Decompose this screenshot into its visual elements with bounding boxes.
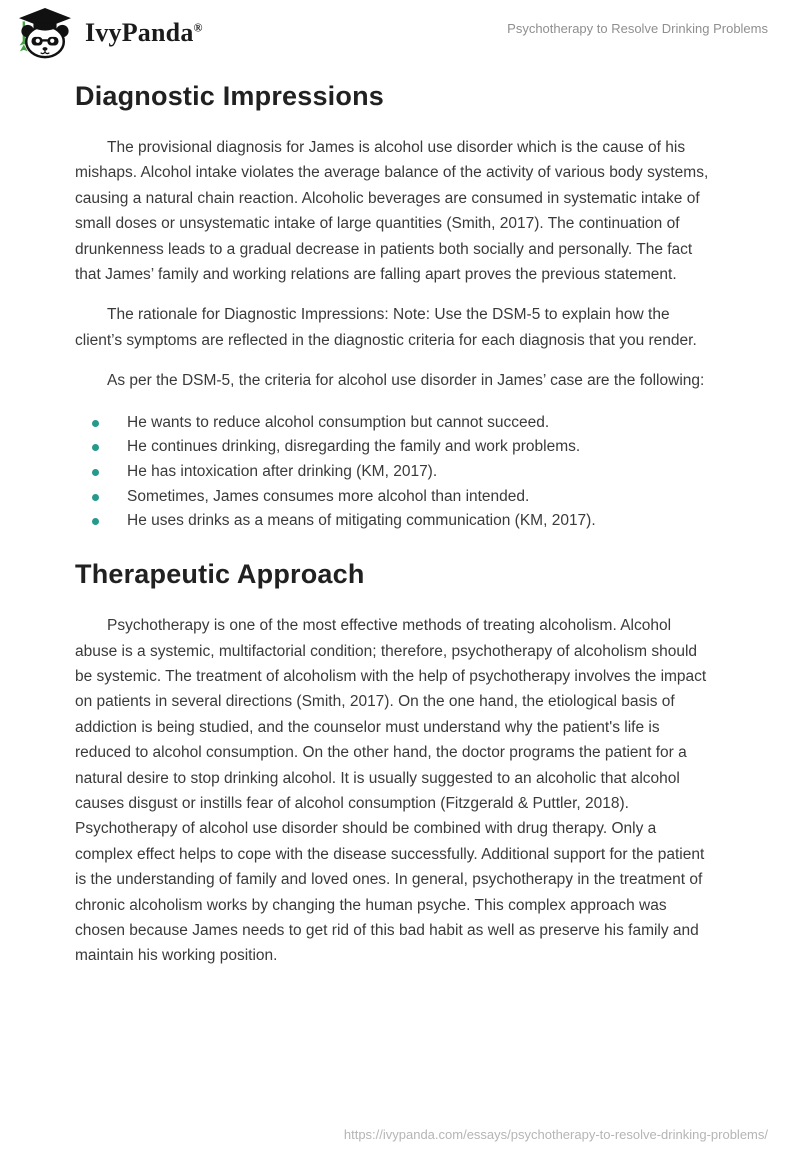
registered-trademark: ®: [193, 20, 203, 35]
list-item-text: Sometimes, James consumes more alcohol than intended.: [127, 487, 530, 505]
bullet-dot-icon: [92, 518, 99, 525]
criteria-list: [75, 411, 710, 535]
glasses-bridge: [42, 39, 48, 41]
heading-diagnostic-impressions: Diagnostic Impressions: [75, 81, 384, 111]
list-item: [75, 411, 710, 436]
ivypanda-panda-logo-icon: [13, 7, 77, 59]
bullet-dot-icon: [92, 420, 99, 427]
list-item-text: He has intoxication after drinking (KM, 2017).: [127, 463, 438, 481]
list-item-text: He wants to reduce alcohol consumption but cannot succeed.: [127, 413, 550, 431]
document-body: [0, 81, 800, 969]
panda-eye-right-shine: [50, 39, 54, 43]
list-item: [75, 435, 710, 460]
list-item-text: He uses drinks as a means of mitigating communication (KM, 2017).: [127, 512, 596, 530]
heading-therapeutic-approach: Therapeutic Approach: [75, 559, 365, 590]
source-url: https://ivypanda.com/essays/psychotherapy-to-resolve-drinking-problems/: [343, 1127, 768, 1142]
bullet-dot-icon: [92, 469, 99, 476]
panda-nose: [42, 47, 47, 50]
list-item: [75, 509, 710, 534]
document-title: Psychotherapy to Resolve Drinking Problems: [507, 21, 768, 36]
brand: [13, 7, 203, 59]
panda-eye-left-shine: [36, 39, 40, 43]
page-header: [0, 0, 800, 59]
list-item-text: He continues drinking, disregarding the family and work problems.: [127, 438, 581, 456]
paragraph: The rationale for Diagnostic Impressions: Note: Use the DSM-5 to explain how the client’s symptoms are reflected in the diagnostic criteria for each diagnosis that you render.: [75, 306, 697, 349]
paragraph: Psychotherapy is one of the most effective methods of treating alcoholism. Alcohol abuse is a systemic, multifactorial condition; therefore, psychotherapy of alcoholism should be systemic. The treatment of alcoholism with the help of psychotherapy involves the impact on patients in several directions (Smith, 2017). On the one hand, the etiological basis of addiction is being studied, and the counselor must understand why the patient's life is reduced to alcohol consumption. On the other hand, the doctor programs the patient for a natural desire to stop drinking alcohol. It is usually suggested to an alcoholic that alcohol causes disgust or instills fear of alcohol consumption (Fitzgerald & Puttler, 2018). Psychotherapy of alcohol use disorder should be combined with drug therapy. Only a complex effect helps to cope with the disease successfully. Additional support for the patient is the understanding of family and loved ones. In general, psychotherapy in the treatment of chronic alcoholism works by changing the human psyche. This complex approach was chosen because James needs to get rid of this bad habit as well as preserve his family and maintain his working position.: [75, 617, 707, 965]
paragraph: As per the DSM-5, the criteria for alcohol use disorder in James’ case are the following:: [107, 372, 705, 390]
brand-name-text: IvyPanda: [85, 18, 194, 47]
paragraph: The provisional diagnosis for James is alcohol use disorder which is the cause of his mishaps. Alcohol intake violates the average balance of the activity of various body systems, causing a natural chain reaction. Alcoholic beverages are consumed in systematic intake of small doses or unsystematic intake of large quantities (Smith, 2017). The continuation of drunkenness leads to a gradual decrease in patients both socially and personally. The fact that James’ family and working relations are falling apart proves the previous statement.: [75, 139, 709, 284]
list-item: [75, 460, 710, 485]
bullet-dot-icon: [92, 444, 99, 451]
list-item: [75, 485, 710, 510]
graduation-cap-band: [33, 22, 56, 30]
brand-name: [85, 18, 203, 48]
bullet-dot-icon: [92, 494, 99, 501]
